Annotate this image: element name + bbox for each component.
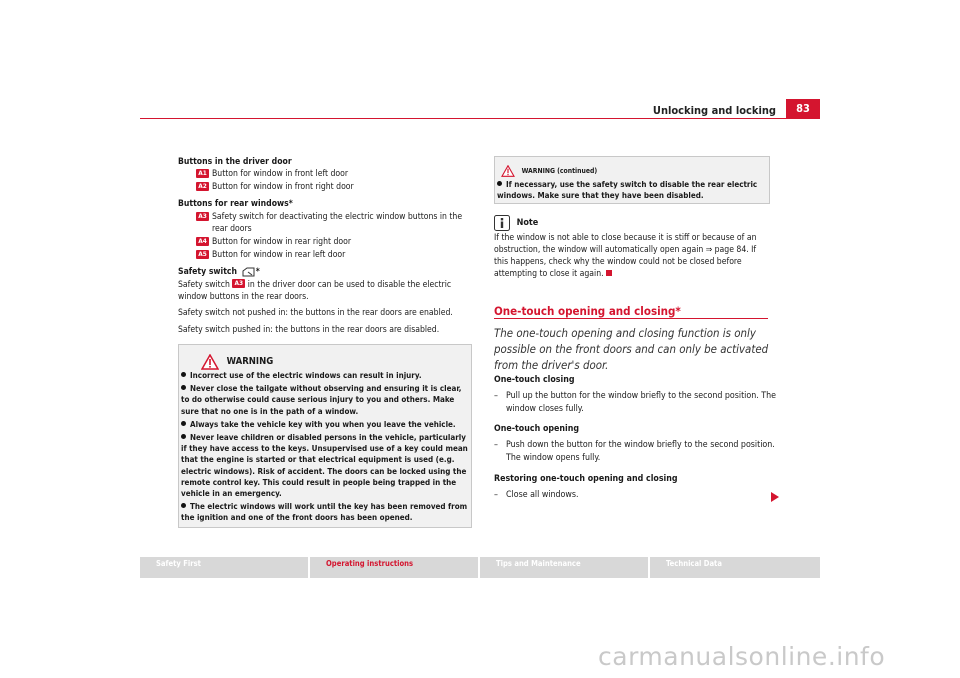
safety-switch-pushed: Safety switch pushed in: the buttons in the rear doors are disabled. <box>178 325 440 335</box>
warning-triangle-icon <box>201 354 219 370</box>
warning-bullet: Never close the tailgate without observing and ensuring it is clear, to do otherwise could cause serious injury to you and others. Make sure that no one is in the path of a window. <box>181 384 462 416</box>
closing-heading: One-touch closing <box>494 375 575 385</box>
warning-continued-header <box>501 160 597 179</box>
note-title: Note <box>516 217 539 228</box>
warning-bullets <box>181 370 469 524</box>
restore-heading: Restoring one-touch opening and closing <box>494 474 678 484</box>
bullet-icon <box>181 503 186 508</box>
warning-bullet: Never leave children or disabled persons in the vehicle, particularly if they have access to the keys. Unsupervised use of a key could mean that the engine is started or that electrical equipment is used (e.g. electric windows). Risk of accident. The doors can be locked using the remote control key. This could result in people being trapped in the vehicle in an emergency. <box>181 433 468 499</box>
window-lock-icon <box>242 267 256 277</box>
opening-step: Push down the button for the window briefly to the second position. The window opens fully. <box>506 440 775 463</box>
rear-buttons-heading: Buttons for rear windows* <box>178 199 293 209</box>
warning-continued-box <box>494 156 770 204</box>
warning-bullet: Incorrect use of the electric windows can result in injury. <box>181 370 469 381</box>
driver-buttons-heading: Buttons in the driver door <box>178 157 292 167</box>
callout-badge: A4 <box>196 237 209 246</box>
section-title: Unlocking and locking <box>652 104 776 117</box>
section-heading: One-touch opening and closing* <box>494 304 681 318</box>
bullet-icon <box>497 181 502 186</box>
bullet-icon <box>181 372 186 377</box>
step-dash: – <box>494 490 498 500</box>
bullet-icon <box>181 434 186 439</box>
warning-bullet: The electric windows will work until the key has been removed from the ignition and one of the front doors has been opened. <box>181 502 468 523</box>
continue-arrow-icon <box>770 491 780 503</box>
step-dash: – <box>494 391 498 401</box>
watermark: carmanualsonline.info <box>598 642 886 671</box>
warning-bullet: Always take the vehicle key with you when you leave the vehicle. <box>181 419 469 430</box>
warning-header <box>201 351 273 370</box>
tab-tips-and-maintenance[interactable]: Tips and Maintenance <box>480 557 648 578</box>
safety-switch-not-pushed: Safety switch not pushed in: the buttons in the rear doors are enabled. <box>178 308 453 318</box>
section-intro: The one-touch opening and closing function is only possible on the front doors and can only be activated from the driver's door. <box>494 326 769 372</box>
warning-box <box>178 344 472 528</box>
callout-badge: A3 <box>232 279 245 288</box>
header-rule <box>140 118 820 119</box>
callout-badge: A2 <box>196 182 209 191</box>
warning-bullet: If necessary, use the safety switch to disable the rear electric windows. Make sure that they have been disabled. <box>497 180 758 201</box>
warning-triangle-icon <box>501 165 515 177</box>
list-item-label: Safety switch for deactivating the electric window buttons in the rear doors <box>212 212 463 234</box>
safety-switch-heading: Safety switch * <box>178 267 260 277</box>
bullet-icon <box>181 385 186 390</box>
callout-badge: A5 <box>196 250 209 259</box>
section-rule <box>494 318 768 319</box>
tab-operating-instructions[interactable]: Operating instructions <box>310 557 478 578</box>
note-text: If the window is not able to close because it is stiff or because of an obstruction, the window will automatically open again ⇒ page 84. If this happens, check why the window could not be closed before attempting to close it again. <box>494 233 757 279</box>
note-header <box>494 212 538 231</box>
page-number: 83 <box>786 99 820 119</box>
list-item-label: Button for window in front right door <box>212 182 354 192</box>
list-item-label: Button for window in rear right door <box>212 237 352 247</box>
restore-step: Close all windows. <box>506 490 579 500</box>
note-icon <box>494 215 510 231</box>
warning-title: WARNING <box>226 356 274 367</box>
list-item-label: Button for window in rear left door <box>212 250 346 260</box>
list-item-label: Button for window in front left door <box>212 169 349 179</box>
callout-badge: A1 <box>196 169 209 178</box>
closing-step: Pull up the button for the window briefly to the second position. The window closes fully. <box>506 391 776 414</box>
tab-safety-first[interactable]: Safety First <box>140 557 308 578</box>
safety-switch-paragraph: Safety switch A3 in the driver door can be used to disable the electric window buttons in the rear doors. <box>178 279 452 302</box>
tab-technical-data[interactable]: Technical Data <box>650 557 820 578</box>
opening-heading: One-touch opening <box>494 424 580 434</box>
step-dash: – <box>494 440 498 450</box>
callout-badge: A3 <box>196 212 209 221</box>
bullet-icon <box>181 421 186 426</box>
warning-continued-title: WARNING (continued) <box>521 166 598 175</box>
end-mark-icon <box>606 270 612 276</box>
